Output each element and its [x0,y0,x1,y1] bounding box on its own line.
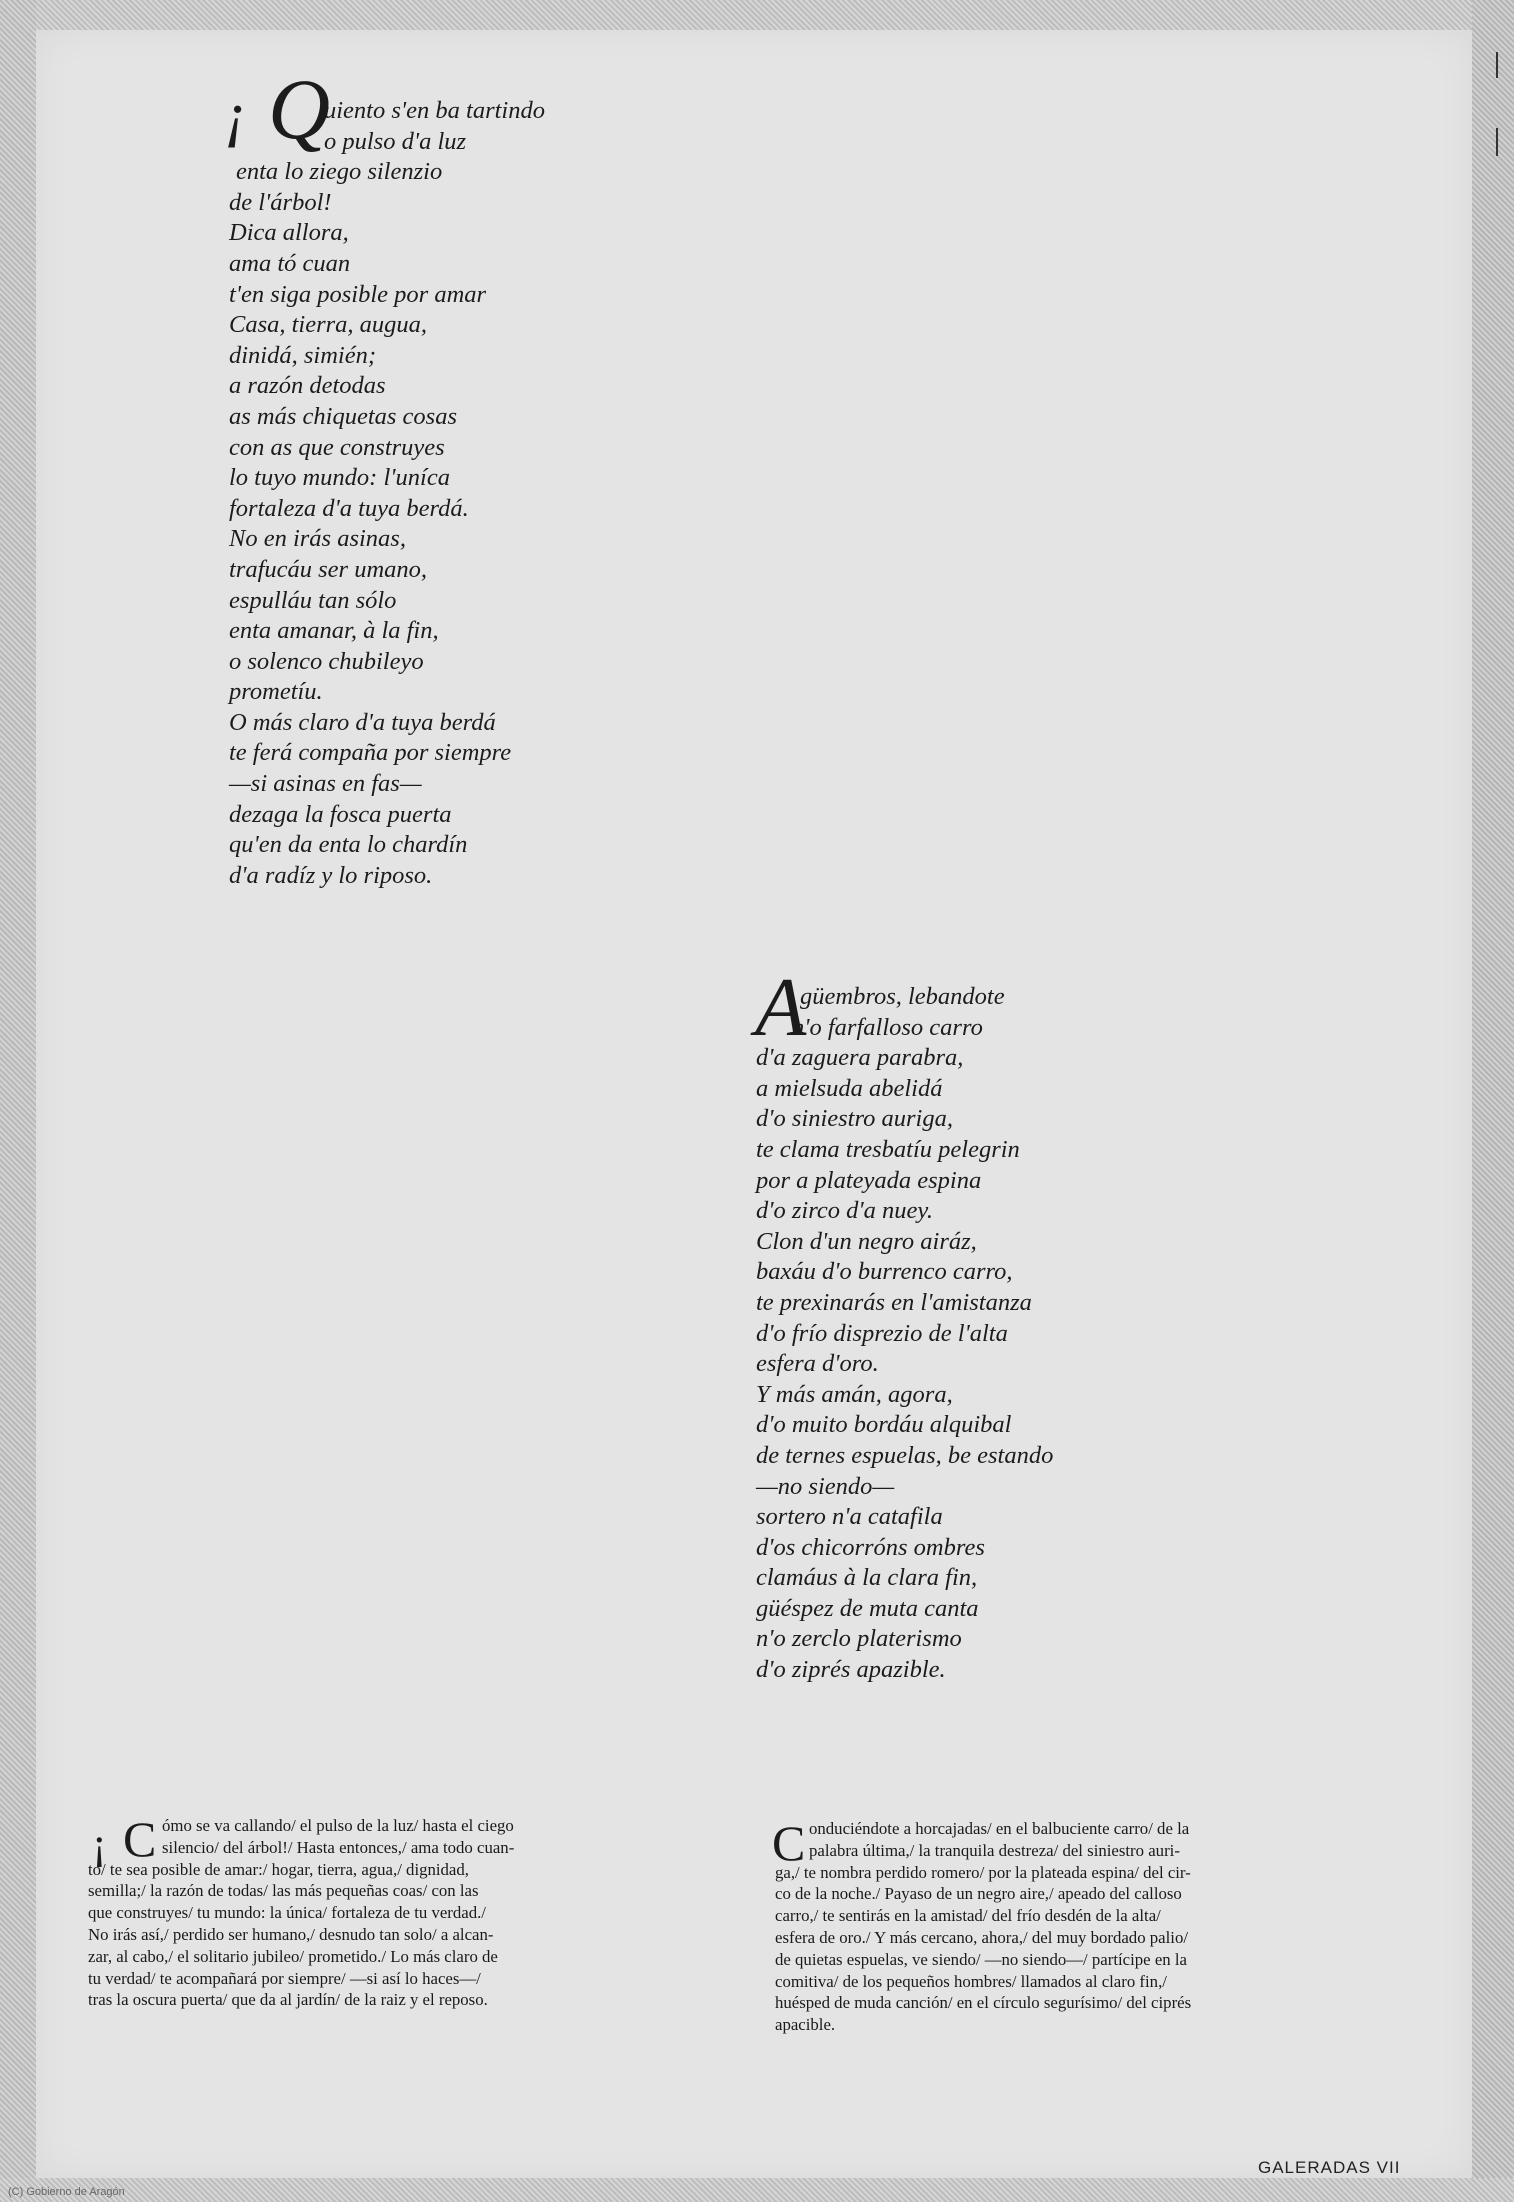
scan-edge-left [0,0,36,2202]
poem-line: O más claro d'a tuya berdá [229,708,496,736]
poem-line: sortero n'a catafila [756,1503,943,1531]
margin-mark [1496,52,1498,78]
poem-line: as más chiquetas cosas [229,402,457,430]
poem-line: n'o farfalloso carro [792,1013,983,1041]
drop-cap-c: C [772,1815,806,1871]
poem-line: Y más amán, agora, [756,1380,953,1408]
poem-line: a mielsuda abelidá [756,1074,943,1102]
poem-line: n'o zerclo platerismo [756,1625,962,1653]
poem-line: de ternes espuelas, be estando [756,1441,1054,1469]
scan-edge-bottom [0,2178,1514,2202]
prose-line: silencio/ del árbol!/ Hasta entonces,/ ama todo cuan- [162,1837,515,1857]
inverted-exclamation-mark: ¡ [92,1819,107,1868]
poem-line: trafucáu ser umano, [229,555,428,583]
poem-line: d'os chicorróns ombres [756,1533,985,1561]
prose-line: huésped de muda canción/ en el círculo segurísimo/ del ciprés [775,1993,1192,2013]
poem-line: —no siendo— [756,1472,895,1500]
prose-line: semilla;/ la razón de todas/ las más pequeñas coas/ con las [88,1881,479,1901]
poem-line: t'en siga posible por amar [229,280,487,308]
poem-line: d'a zaguera parabra, [756,1044,964,1072]
poem-line: qu'en da enta lo chardín [229,831,468,859]
drop-cap-c: C [123,1811,157,1867]
poem-line: esfera d'oro. [756,1350,879,1378]
poem-line: de l'árbol! [229,188,332,216]
inverted-exclamation-mark: ¡ [224,81,249,149]
page-folio: GALERADAS VII [1258,2158,1401,2177]
prose-line: esfera de oro./ Y más cercano, ahora,/ del muy bordado palio/ [775,1927,1188,1947]
copyright-credit: (C) Gobierno de Aragón [8,2186,125,2198]
poem-line: Clon d'un negro airáz, [756,1227,977,1255]
poem-line: enta amanar, à la fin, [229,617,439,645]
prose-line: onduciéndote a horcajadas/ en el balbuciente carro/ de la [809,1819,1190,1838]
prose-line: tras la oscura puerta/ que da al jardín/ de la raiz y el reposo. [88,1990,488,2010]
prose-line: zar, al cabo,/ el solitario jubileo/ prometido./ Lo más claro de [88,1946,498,1966]
poem-line: a razón detodas [229,372,386,400]
poem-line: güéspez de muta canta [756,1594,979,1622]
poem-line: d'o siniestro auriga, [756,1105,953,1133]
poem-line: te clama tresbatíu pelegrin [756,1135,1020,1163]
poem-line: o pulso d'a luz [324,127,467,155]
poem-line: fortaleza d'a tuya berdá. [229,494,469,522]
poem-line: lo tuyo mundo: l'uníca [229,464,450,492]
poem-line: prometíu. [229,678,323,706]
poem-line: dinidá, simién; [229,341,376,369]
poem-line: o solenco chubileyo [229,647,424,675]
poem-line: d'a radíz y lo riposo. [229,861,433,889]
drop-cap-q: Q [268,61,331,157]
prose-line: de quietas espuelas, ve siendo/ —no siendo—/ partícipe en la [775,1949,1187,1969]
prose-line: co de la noche./ Payaso de un negro aire,/ apeado del calloso [775,1884,1182,1904]
poem-line: —si asinas en fas— [229,770,422,798]
prose-line: palabra última,/ la tranquila destreza/ del siniestro auri- [809,1840,1180,1860]
poem-line: Dica allora, [229,219,349,247]
poem-line: baxáu d'o burrenco carro, [756,1258,1013,1286]
poem-line: Casa, tierra, augua, [229,311,428,339]
poem-line: clamáus à la clara fin, [756,1564,978,1592]
translation-spanish-2 [775,1818,1395,2036]
poem-line: uiento s'en ba tartindo [324,97,545,124]
prose-line: apacible. [775,2015,836,2035]
prose-line: comitiva/ de los pequeños hombres/ llamados al claro fin,/ [775,1971,1167,1991]
poem-line: d'o frío disprezio de l'alta [756,1319,1008,1347]
poem-line: güembros, lebandote [800,983,1005,1010]
poem-line: d'o zirco d'a nuey. [756,1197,933,1225]
prose-line: No irás así,/ perdido ser humano,/ desnudo tan solo/ a alcan- [88,1924,494,1944]
poem-aragonese-2 [720,982,1053,1686]
poem-aragonese-1 [196,96,545,891]
prose-line: que construyes/ tu mundo: la única/ fortaleza de tu verdad./ [88,1903,486,1923]
prose-line: tu verdad/ te acompañará por siempre/ —si así lo haces—/ [88,1968,481,1988]
poem-line: te prexinarás en l'amistanza [756,1288,1032,1316]
prose-line: ómo se va callando/ el pulso de la luz/ hasta el ciego [162,1816,514,1835]
translation-spanish-1 [88,1811,700,2011]
scan-edge-top [0,0,1514,30]
poem-line: d'o ziprés apazible. [756,1656,946,1684]
poem-line: por a plateyada espina [756,1166,982,1194]
poem-line: dezaga la fosca puerta [229,800,452,828]
prose-line: carro,/ te sentirás en la amistad/ del frío desdén de la alta/ [775,1906,1161,1926]
prose-line: ga,/ te nombra perdido romero/ por la plateada espina/ del cir- [775,1862,1191,1882]
poem-line: te ferá compaña por siempre [229,739,512,767]
margin-mark [1496,128,1498,156]
poem-line: con as que construyes [229,433,445,461]
prose-line: to/ te sea posible de amar:/ hogar, tierra, agua,/ dignidad, [88,1859,469,1879]
poem-line: enta lo ziego silenzio [236,158,443,186]
poem-line: d'o muito bordáu alquibal [756,1411,1012,1439]
poem-line: No en irás asinas, [229,525,406,553]
poem-line: ama tó cuan [229,249,351,277]
scan-edge-right [1472,0,1514,2202]
drop-cap-a: A [755,961,807,1054]
poem-line: espulláu tan sólo [229,586,397,614]
